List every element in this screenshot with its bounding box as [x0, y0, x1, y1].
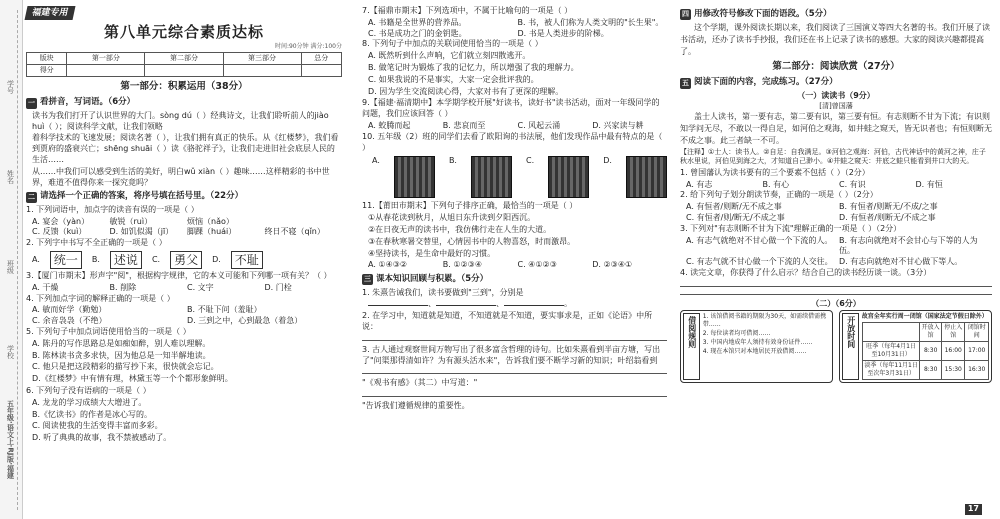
rule-item: 4. 现在本馆只对本地居民开放借阅……: [702, 348, 807, 355]
sentence-item: ①从春花读到秋月，从旭日东升读到夕阳西沉。: [368, 213, 536, 223]
option: A. 有志气就绝对不甘心做一个下流的人。: [686, 235, 833, 245]
question: 7.【福鼎市期末】下列选项中，不属于比喻句的一项是（ ）: [362, 6, 573, 15]
question: 4. 下列加点字词的解释正确的一项是（ ）: [26, 293, 175, 303]
question: 8. 下列句子中加点的关联词使用恰当的一项是（ ）: [362, 39, 543, 49]
option: A. 龙龙的学习成绩大大增进了。: [32, 397, 147, 407]
box-label: 开放时间: [842, 313, 859, 381]
hours-cell: 8:30: [920, 361, 942, 380]
option: B. 有志向就绝对不会甘心与下等的人为伍。: [839, 235, 978, 256]
question: "告诉我们遵循规律的重要性。: [362, 401, 470, 411]
hours-cell: 17:00: [965, 341, 989, 360]
column-left: [26, 6, 342, 445]
hours-cell: 旺季（每年4月1日至10月31日）: [862, 341, 920, 360]
box-label: 借阅规则: [683, 313, 700, 381]
option: C. 余音袅袅（不绝）: [32, 316, 107, 326]
option: C. 阅读使我的生活变得丰富而多彩。: [32, 421, 163, 431]
cut-line: [17, 10, 18, 510]
question: 2. 下列字中书写不全正确的一项是（ ）: [26, 238, 167, 248]
section-heading: [680, 77, 992, 88]
section-title: 请选择一个正确的答案，将序号填在括号里。（22分）: [40, 191, 244, 202]
part-two-heading: 第二部分：阅读欣赏（27分）: [772, 61, 900, 73]
hours-head: [862, 322, 920, 341]
annotation: 【注释】①士人：读书人。②自足：自我满足。③河伯之观海：河伯，古代神话中的黄河之神，庄子秋水里说，河伯见到海之大，才知道自己渺小。④井蛙之窥天：井底之蛙只能看到井口大的天。: [680, 147, 986, 166]
option: 烦恼（nǎo）: [187, 216, 234, 226]
label-student-no: 学号: [6, 80, 15, 94]
calligraphy-image: [394, 156, 435, 198]
hours-cell: 15:30: [941, 361, 965, 380]
char-box: 勇父: [170, 251, 202, 269]
option: A. 敏而好学（勤勉）: [32, 305, 107, 315]
question: 3.【厦门市期末】形声字"阅"，根据构字规律，它的本义可能和下列哪一项有关？（ ）: [26, 271, 332, 280]
option: A. 干燥: [32, 282, 59, 292]
sentence-item: ④坚持读书，是生命中最好的习惯。: [368, 248, 496, 258]
option: B. 不耻下问（羞耻）: [187, 305, 262, 315]
question: 10. 五年级（2）班的同学们去看了欧阳询的书法展，他们发现作品中最有特点的是（ ）: [362, 131, 663, 152]
label-school: 学校: [6, 345, 15, 359]
section-number: 二: [28, 192, 35, 201]
answer-line[interactable]: [680, 285, 992, 287]
score-cell[interactable]: [223, 65, 301, 77]
binding-strip: [0, 0, 23, 519]
option: C. 文字: [187, 282, 214, 292]
option: D. 如饥似渴（jī）: [109, 227, 174, 237]
option-label: B.: [448, 156, 457, 166]
answer-line[interactable]: [362, 372, 667, 374]
options: [26, 283, 342, 294]
author: [清]曾国藩: [819, 101, 853, 110]
question: 5. 下列句子中加点词语使用恰当的一项是（ ）: [26, 326, 191, 336]
option: D. 兴家读与耕: [592, 120, 644, 130]
option: C. 他只是把这段精彩的描写抄下来，很快就会忘记。: [32, 362, 219, 372]
section-number: 五: [682, 78, 689, 87]
option: C. 有志气就不甘心做一个下流的人交往。: [686, 257, 833, 267]
question: 1. 曾国藩认为读书要有的三个要素不包括（ ）（2分）: [680, 167, 870, 177]
option: D. 有恒者/则断无/不成之事: [839, 213, 936, 223]
option: B. 有恒者/则断无/不成/之事: [839, 202, 938, 212]
option: A. 有恒者/则断/无不成之事: [686, 202, 782, 212]
option-label: C.: [526, 156, 535, 166]
question: 6. 下列句子没有语病的一项是（ ）: [26, 385, 151, 395]
calligraphy-options: [372, 156, 667, 198]
label-class: 班级: [6, 260, 15, 274]
rule-item: 1. 该馆借阅书籍的期限为30天，如需续借需携带……: [702, 312, 827, 328]
option: B. 做笔记时为锻炼了我的记忆力，所以增强了我的理解力。: [368, 62, 579, 72]
option: A. 既然听到什么声响，它们就立刻四散逃开。: [368, 51, 531, 61]
options: [26, 217, 342, 239]
question: 3. 古人通过观察世间万物写出了很多富含哲理的诗句。比如朱熹看到半亩方塘，写出了"问渠那得清如许？为有源头活水来"，告诉我们要不断学习新的知识；叶绍翁看到: [362, 344, 661, 365]
passage-line: 着科学技术的飞速发展；阅读名著（ ），让我们拥有真正的快乐。从《红楼梦》，我们看到贾府的盛衰兴亡；shēng shuāi（ ）读《骆驼祥子》，让我们走进旧社会底层人民的生活……: [32, 133, 339, 164]
option: C. 反馈（kuì）: [32, 227, 87, 237]
option: B. ①②③④: [442, 260, 483, 270]
score-cell[interactable]: [145, 65, 223, 77]
option: B. 削除: [109, 282, 137, 292]
answer-line[interactable]: [362, 395, 667, 397]
sentence-item: ②在日夜无声的读书中，我仿佛行走在人生的大道。: [368, 224, 552, 234]
answer-line[interactable]: [680, 293, 992, 295]
score-cell: 版块: [27, 53, 67, 65]
option: B. 有心: [762, 179, 790, 189]
part-one-heading: 第一部分：积累运用（38分）: [120, 81, 248, 93]
column-right: [680, 6, 992, 383]
option: 终日不寝（qǐn）: [264, 227, 325, 237]
calligraphy-image: [471, 156, 512, 198]
section-title: 课本知识回顾与积累。（5分）: [376, 274, 489, 285]
passage-line: 从……中我们可以感受到生活的美好，明白wǔ xiàn（ ）趣味……这样精彩的书中世界，难道不值得你来一探究竟吗？: [32, 166, 330, 187]
question: 11.【莆田市期末】下列句子排序正确，最恰当的一项是（ ）: [362, 201, 578, 211]
section-number: 一: [28, 98, 35, 107]
passage-line: 读书为我们打开了认识世界的大门。sòng dú（ ）经典诗文，让我们聆听前人的jiào huì（ ）；阅读科学文献，让我们领略: [32, 110, 329, 131]
question: 1. 朱熹告诫我们，读书要做到"三到"，分别是: [362, 287, 524, 297]
options: [680, 236, 992, 268]
options: [680, 180, 992, 191]
options: [362, 260, 667, 271]
score-cell[interactable]: [67, 65, 145, 77]
question: 2. 给下列句子划分朗读节奏，正确的一项是（ ）（2分）: [680, 190, 878, 200]
edit-paragraph: 这个学期，课外阅读长期以来，我们阅读了三国演义等四大名著的书。我们开展了读书活动，还办了读书手抄报，我们还在书上记录了读书的感想。大家的阅读兴趣都提高了。: [680, 23, 990, 57]
score-table: [26, 52, 342, 77]
option: B. 书，被人们称为人类文明的"长生果"。: [517, 17, 664, 27]
score-cell: 总分: [301, 53, 341, 65]
option: B. 陈林读书贪多求快，因为他总是一知半解地读。: [32, 350, 211, 360]
option: 敏锐（ruì）: [109, 216, 153, 226]
score-cell: 第二部分: [145, 53, 223, 65]
score-cell[interactable]: [301, 65, 341, 77]
section-heading: [26, 97, 342, 108]
subsection-title: （一）读读书（9分）: [797, 90, 875, 100]
question: "《观书有感》（其二）中写道：": [362, 378, 478, 388]
question: 1. 下列词语中，加点字的读音有误的一项是（ ）: [26, 204, 199, 214]
hours-table: [862, 322, 989, 381]
answer-line[interactable]: [362, 339, 667, 341]
section-title: 用修改符号修改下面的语段。（5分）: [694, 9, 832, 19]
option: D. ②③④①: [592, 260, 633, 270]
score-cell: 第三部分: [223, 53, 301, 65]
option: A. 陈丹的写作思路总是如痴如醉，别人难以理解。: [32, 338, 211, 348]
options: [362, 121, 667, 132]
option: D. 门栓: [264, 282, 292, 292]
score-cell: 得分: [27, 65, 67, 77]
reading-passage: 盖士人读书，第一要有志，第二要有识，第三要有恒。有志则断不甘为下流；有识则知学问无尽，不敢以一得自足，如河伯之观海，如井蛙之窥天，皆无识者也；有恒则断无不成之事。此三者缺一不可。: [680, 111, 992, 145]
option: D. 听了典典的故事，我不禁被感动了。: [32, 433, 172, 443]
hours-box: [839, 310, 992, 384]
option: A. 有志: [686, 179, 713, 189]
page-number: 17: [965, 504, 982, 515]
option: A. 书籍是全世界的营养品。: [368, 17, 467, 27]
option: C. 有恒者/则/断无/不成之事: [686, 213, 785, 223]
calligraphy-image: [548, 156, 589, 198]
option: D. 三到之中，心到最急（着急）: [187, 316, 303, 326]
char-box: 统一: [50, 251, 82, 269]
option: A. 蛟腾而起: [368, 120, 411, 130]
question: 2. 在学习中，知道就是知道，不知道就是不知道，要实事求是，正如《论语》中所说：: [362, 311, 653, 331]
char-box: 不耻: [231, 251, 263, 269]
option: C. 如果我说的不是事实，大家一定会批评我的。: [368, 74, 539, 84]
label-name: 姓名: [6, 170, 15, 184]
question: 4. 读完文章，你获得了什么启示？结合自己的读书经历谈一谈。（3分）: [680, 268, 932, 278]
hours-cell: 8:30: [920, 341, 942, 360]
rule-item: 2. 每位读者均可借阅……: [702, 329, 771, 337]
option: D. 有志向就绝对不甘心做下等人。: [839, 257, 963, 267]
section-title: 阅读下面的内容，完成练习。（27分）: [694, 77, 838, 88]
char-box: 述说: [110, 251, 142, 269]
option: B.《忆读书》的作者是冰心写的。: [32, 409, 153, 419]
rule-item: 3. 中国内地成年人须持有效身份证件……: [702, 338, 813, 346]
option: D. 因为学生交流阅读心得，大家对书有了更深的理解。: [368, 86, 564, 96]
options: [680, 202, 992, 224]
option: A. ①④③②: [368, 260, 408, 270]
section-heading: [680, 9, 992, 20]
options: [362, 18, 667, 40]
rules-box: [680, 310, 833, 384]
option: C. ④①②③: [517, 260, 557, 270]
option-label: D.: [603, 156, 612, 166]
hours-head: 开放入馆: [920, 322, 942, 341]
section-heading: [362, 274, 667, 285]
info-boxes: [680, 310, 992, 384]
option: A. 宴会（yàn）: [32, 216, 90, 226]
section-title: 看拼音，写词语。（6分）: [40, 97, 136, 108]
region-badge: 福建专用: [24, 6, 75, 20]
vertical-tag: 五年级·语文上·RJ版·福建: [6, 400, 15, 479]
time-score-meta: 时间:90分钟 满分:100分: [274, 43, 342, 51]
section-number: 四: [682, 10, 689, 19]
question: 9.【福建·福清期中】本学期学校开展"好读书，读好书"读书活动，面对一年级同学的问题，我们应该回答（ ）: [362, 98, 660, 119]
hours-head: 闭馆时间: [965, 322, 989, 341]
sentence-item: ③在春秋寒暑交替里，心情因书中的人物喜怒，时而激昂。: [368, 236, 576, 246]
option: D. 有恒: [915, 179, 943, 189]
hours-head: 停止入馆: [941, 322, 965, 341]
hours-cell: 淡季（每年11月1日至次年3月31日）: [862, 361, 920, 380]
section-heading: [26, 191, 342, 202]
option: C. 书是成功之门的金钥匙。: [368, 28, 467, 38]
option-label: A.: [372, 156, 380, 166]
option: 脚踝（huái）: [187, 227, 237, 237]
column-middle: [362, 6, 667, 413]
calligraphy-image: [626, 156, 667, 198]
answer-blank[interactable]: 、 、 。: [362, 299, 667, 310]
option: C. 风起云涌: [517, 120, 561, 130]
section-number: 三: [364, 275, 371, 284]
page-title: 第八单元综合素质达标: [103, 23, 264, 42]
hours-cell: 16:30: [965, 361, 989, 380]
subsection-title: （二）（6分）: [811, 298, 861, 308]
option: D.《红楼梦》中有情有理，林黛玉等一个个都形象鲜明。: [32, 374, 233, 384]
hours-title: 故宫全年实行周一闭馆（国家法定节假日除外）: [861, 312, 988, 320]
option: C. 有识: [839, 179, 866, 189]
option: D. 书是人类进步的阶梯。: [517, 28, 609, 38]
option: B. 悲哀而至: [442, 120, 486, 130]
hours-cell: 16:00: [941, 341, 965, 360]
question: 3. 下列对"有志则断不甘为下流"理解正确的一项是（ ）（2分）: [680, 223, 902, 233]
char-boxes: A. 统一 B. 述说 C. 勇父 D. 不耻: [32, 251, 342, 269]
score-cell: 第一部分: [67, 53, 145, 65]
options: [26, 305, 342, 327]
